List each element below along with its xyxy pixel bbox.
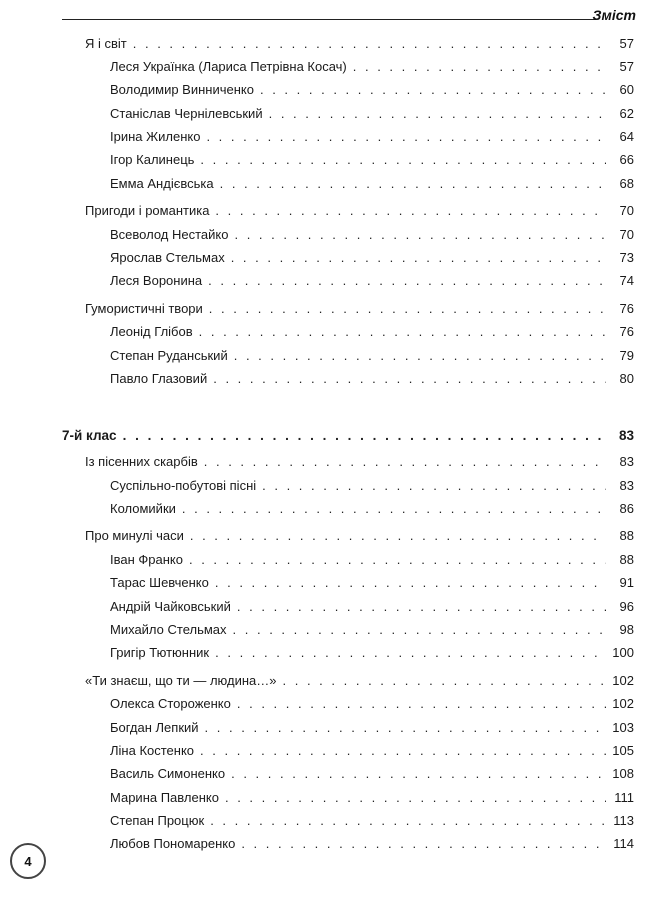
toc-leader-dots — [260, 80, 606, 100]
toc-page-number: 102 — [612, 696, 634, 711]
toc-entry[interactable] — [110, 620, 634, 640]
toc-entry[interactable] — [110, 764, 634, 784]
toc-page-number: 57 — [619, 36, 634, 51]
toc-page-number: 64 — [619, 129, 634, 144]
toc-leader-dots — [353, 57, 606, 77]
toc-leader-dots — [189, 550, 606, 570]
toc-leader-dots — [220, 174, 606, 194]
toc-page-number: 83 — [619, 454, 634, 469]
toc-entry[interactable] — [110, 369, 634, 389]
page-number: 4 — [24, 853, 32, 869]
toc-page-number: 88 — [619, 552, 634, 567]
toc-title: Коломийки — [110, 501, 176, 516]
toc-page-number: 80 — [619, 371, 634, 386]
toc-page-number: 88 — [619, 528, 634, 543]
toc-leader-dots — [182, 499, 606, 519]
toc-page-number: 68 — [619, 176, 634, 191]
header-rule — [62, 19, 596, 20]
toc-entry[interactable] — [110, 718, 634, 738]
toc-entry[interactable] — [110, 597, 634, 617]
toc-page-number: 73 — [619, 250, 634, 265]
toc-leader-dots — [225, 788, 606, 808]
toc-leader-dots — [208, 271, 606, 291]
toc-leader-dots — [241, 834, 606, 854]
toc-entry[interactable] — [110, 322, 634, 342]
toc-page-number: 74 — [619, 273, 634, 288]
toc-leader-dots — [262, 476, 606, 496]
toc-leader-dots — [234, 346, 606, 366]
toc-title: Ігор Калинець — [110, 152, 195, 167]
toc-title: Ірина Жиленко — [110, 129, 201, 144]
toc-entry[interactable] — [110, 57, 634, 77]
toc-title: Григір Тютюнник — [110, 645, 210, 660]
toc-leader-dots — [283, 671, 607, 691]
toc-page-number: 91 — [619, 575, 634, 590]
toc-entry[interactable] — [110, 80, 634, 100]
toc-entry[interactable] — [110, 127, 634, 147]
toc-chapter[interactable] — [85, 452, 634, 472]
toc-title: Павло Глазовий — [110, 371, 208, 386]
toc-page-number: 86 — [619, 501, 634, 516]
toc-entry[interactable] — [110, 741, 634, 761]
toc-leader-dots — [133, 34, 606, 54]
toc-entry[interactable] — [110, 550, 634, 570]
toc-title: Я і світ — [85, 36, 127, 51]
toc-page-number: 76 — [619, 324, 634, 339]
toc-entry[interactable] — [110, 476, 634, 496]
toc-title: Леся Воронина — [110, 273, 203, 288]
toc-page-number: 66 — [619, 152, 634, 167]
toc-entry[interactable] — [110, 150, 634, 170]
toc-page-number: 114 — [613, 836, 634, 851]
toc-title: Богдан Лепкий — [110, 720, 199, 735]
toc-page-number: 62 — [619, 106, 634, 121]
toc-leader-dots — [200, 741, 606, 761]
toc-leader-dots — [215, 573, 606, 593]
toc-page-number: 102 — [612, 673, 634, 688]
toc-leader-dots — [190, 526, 606, 546]
toc-title: Ліна Костенко — [110, 743, 195, 758]
toc-title: Про минулі часи — [85, 528, 184, 543]
toc-leader-dots — [213, 369, 606, 389]
toc-leader-dots — [206, 127, 606, 147]
toc-leader-dots — [233, 620, 606, 640]
toc-title: Пригоди і романтика — [85, 203, 210, 218]
toc-entry[interactable] — [110, 499, 634, 519]
toc-leader-dots — [231, 248, 606, 268]
toc-page-number: 100 — [612, 645, 634, 660]
toc-section-heading[interactable] — [62, 426, 634, 446]
toc-title: Суспільно-побутові пісні — [110, 478, 257, 493]
toc-entry[interactable] — [110, 346, 634, 366]
toc-title: Володимир Винниченко — [110, 82, 254, 97]
toc-leader-dots — [234, 225, 606, 245]
toc-entry[interactable] — [110, 573, 634, 593]
toc-leader-dots — [204, 452, 606, 472]
toc-leader-dots — [231, 764, 606, 784]
toc-page-number: 103 — [612, 720, 634, 735]
toc-entry[interactable] — [110, 174, 634, 194]
toc-leader-dots — [209, 299, 606, 319]
toc-title: Степан Руданський — [110, 348, 228, 363]
toc-leader-dots — [210, 811, 606, 831]
toc-leader-dots — [237, 694, 606, 714]
toc-title: Із пісенних скарбів — [85, 454, 198, 469]
toc-page-number: 70 — [619, 227, 634, 242]
toc-page-number: 111 — [614, 790, 634, 805]
toc-title: Марина Павленко — [110, 790, 219, 805]
toc-leader-dots — [215, 643, 606, 663]
toc-title: Всеволод Нестайко — [110, 227, 229, 242]
toc-page-number: 76 — [619, 301, 634, 316]
toc-title: Леся Українка (Лариса Петрівна Косач) — [110, 59, 347, 74]
toc-leader-dots — [200, 150, 606, 170]
toc-title: Тарас Шевченко — [110, 575, 209, 590]
toc-title: Андрій Чайковський — [110, 599, 231, 614]
toc-chapter[interactable] — [85, 526, 634, 546]
toc-page-number: 98 — [619, 622, 634, 637]
toc-page-number: 60 — [619, 82, 634, 97]
toc-title: Любов Пономаренко — [110, 836, 236, 851]
toc-entry[interactable] — [110, 271, 634, 291]
header-title: Зміст — [592, 7, 636, 23]
toc-entry[interactable] — [110, 788, 634, 808]
toc-page-number: 83 — [619, 478, 634, 493]
toc-title: «Ти знаєш, що ти — людина…» — [85, 673, 277, 688]
toc-leader-dots — [269, 104, 606, 124]
toc-entry[interactable] — [110, 248, 634, 268]
toc-chapter[interactable] — [85, 34, 634, 54]
toc-leader-dots — [215, 201, 606, 221]
toc-chapter[interactable] — [85, 671, 634, 691]
toc-title: Василь Симоненко — [110, 766, 226, 781]
toc-title: Леонід Глібов — [110, 324, 193, 339]
toc-page-number: 57 — [619, 59, 634, 74]
toc-page-number: 113 — [613, 813, 634, 828]
page-number-badge — [10, 843, 46, 879]
toc-entry[interactable] — [110, 225, 634, 245]
toc-page-number: 105 — [612, 743, 634, 758]
toc-leader-dots — [199, 322, 606, 342]
toc-title: 7-й клас — [62, 428, 117, 443]
toc-entry[interactable] — [110, 104, 634, 124]
toc-page-number: 79 — [619, 348, 634, 363]
toc-page-number: 70 — [619, 203, 634, 218]
toc-title: Олекса Стороженко — [110, 696, 231, 711]
toc-leader-dots — [237, 597, 606, 617]
toc-title: Степан Процюк — [110, 813, 205, 828]
toc-leader-dots — [123, 426, 606, 446]
toc-title: Ярослав Стельмах — [110, 250, 225, 265]
toc-chapter[interactable] — [85, 299, 634, 319]
toc-title: Гумористичні твори — [85, 301, 203, 316]
toc-title: Станіслав Чернілевський — [110, 106, 263, 121]
toc-entry[interactable] — [110, 834, 634, 854]
toc-title: Іван Франко — [110, 552, 183, 567]
toc-entry[interactable] — [110, 811, 634, 831]
toc-page-number: 96 — [619, 599, 634, 614]
toc-chapter[interactable] — [85, 201, 634, 221]
toc-leader-dots — [205, 718, 606, 738]
toc-entry[interactable] — [110, 643, 634, 663]
toc-entry[interactable] — [110, 694, 634, 714]
toc-page-number: 108 — [612, 766, 634, 781]
toc-page-number: 83 — [618, 428, 634, 443]
toc-title: Михайло Стельмах — [110, 622, 227, 637]
toc-title: Емма Андієвська — [110, 176, 214, 191]
